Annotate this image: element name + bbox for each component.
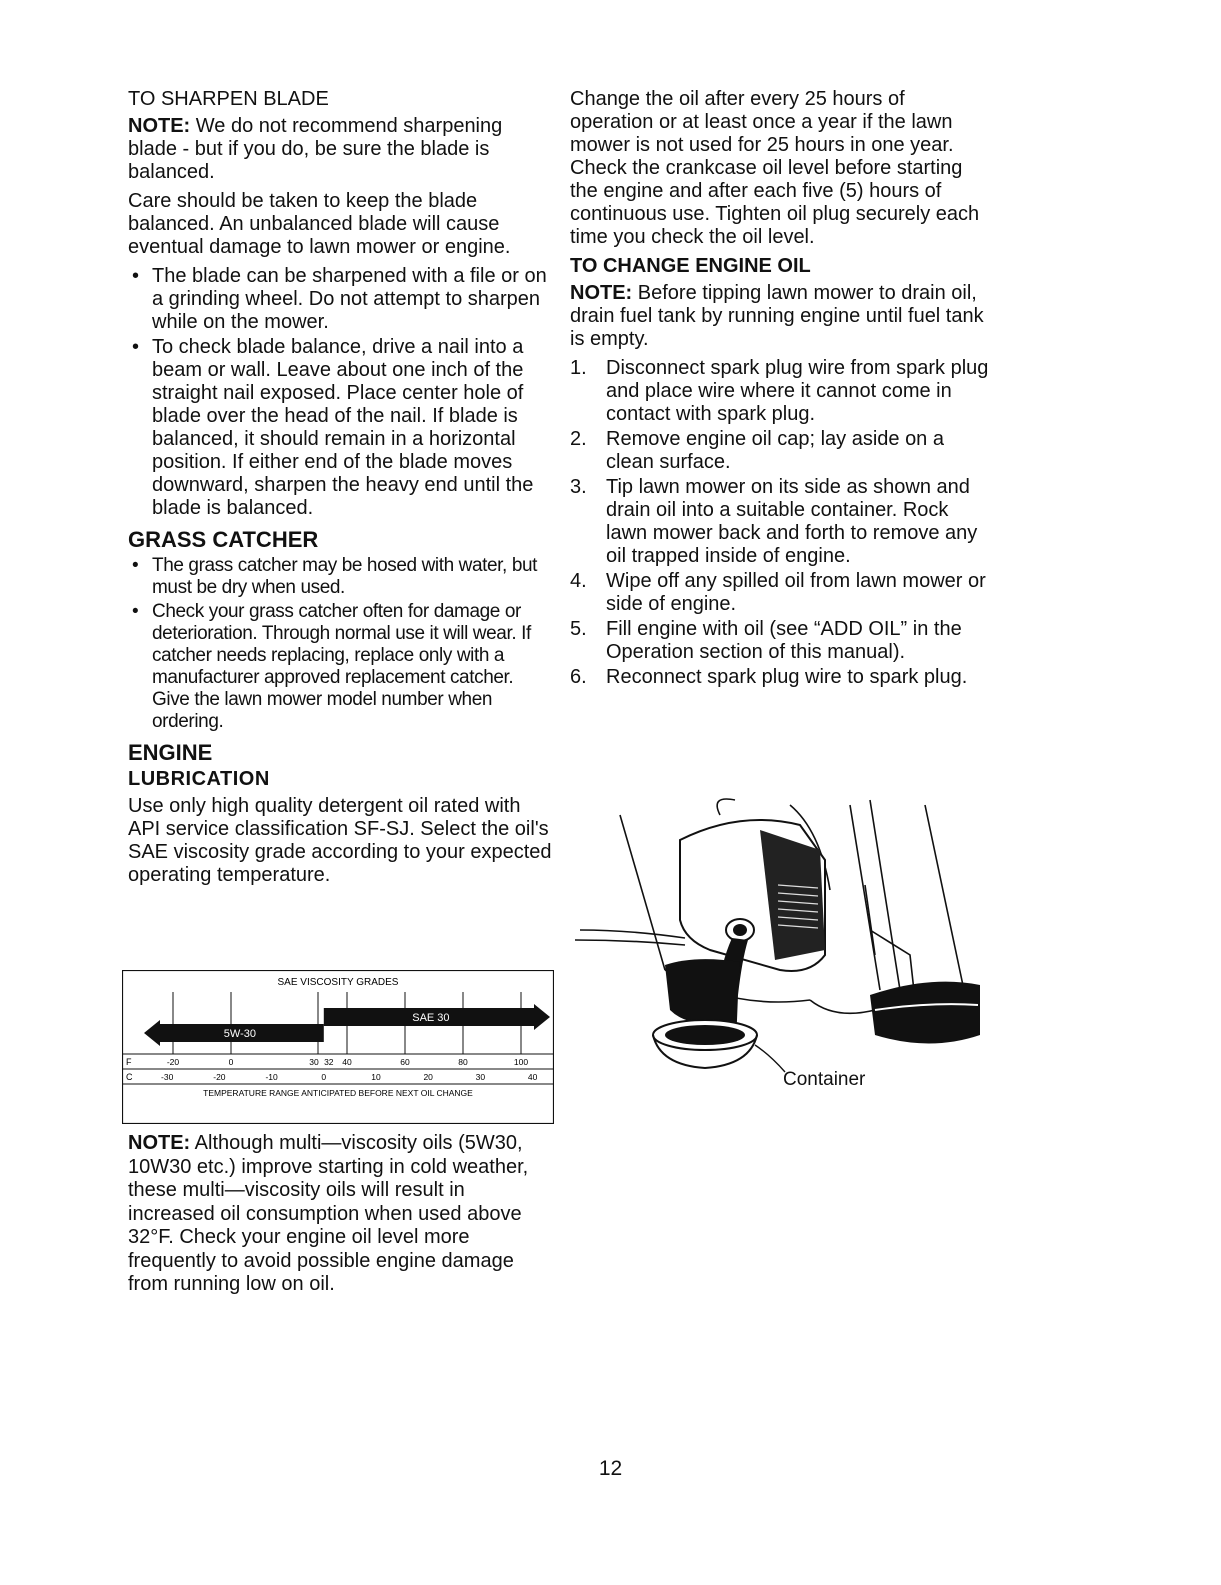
step-number: 5. — [570, 618, 587, 640]
sharpen-note — [128, 115, 553, 184]
step-number: 6. — [570, 666, 587, 688]
list-item: • To check blade balance, drive a nail into a beam or wall. Leave about one inch of the straight nail exposed. Place center hole of blade over the head of the nail. If blade is balanced, it should remain in a horizontal position. If either end of the blade moves downward, sharpen the heavy end until the blade is balanced. — [132, 336, 534, 519]
note-label: NOTE: — [128, 1132, 191, 1154]
list-item: 4. Wipe off any spilled oil from lawn mower or side of engine. — [570, 570, 986, 615]
wheel-right — [870, 982, 980, 1044]
wheel-left — [665, 959, 740, 1023]
viscosity-bar-label: SAE 30 — [412, 1012, 450, 1024]
step-number: 2. — [570, 428, 587, 450]
engine-heading: ENGINE — [128, 740, 213, 765]
celsius-tick-label: -10 — [265, 1072, 278, 1082]
celsius-tick-label: 20 — [423, 1072, 433, 1082]
bullet-icon: • — [132, 336, 140, 358]
step-number: 4. — [570, 570, 587, 592]
note-text: Before tipping lawn mower to drain oil, drain fuel tank by running engine until fuel tank is empty. — [570, 282, 984, 350]
list-item: 2. Remove engine oil cap; lay aside on a clean surface. — [570, 428, 944, 473]
change-oil-note — [570, 282, 990, 351]
fahrenheit-tick-label: 32 — [324, 1057, 334, 1067]
note-label: NOTE: — [570, 282, 633, 304]
step-number: 1. — [570, 357, 587, 379]
list-item: 5. Fill engine with oil (see “ADD OIL” in the Operation section of this manual). — [570, 618, 962, 663]
check-oil-paragraph: Check the crankcase oil level before starting the engine and after each five (5) hours of continuous use. Tighten oil plug securely each time you check the oil level. — [570, 157, 980, 248]
lubrication-heading: LUBRICATION — [128, 768, 270, 790]
bullet-icon: • — [132, 601, 139, 622]
celsius-tick-label: 10 — [371, 1072, 381, 1082]
oil-drain-illustration — [570, 790, 990, 1100]
container-leader-line — [755, 1045, 785, 1072]
list-item: • The grass catcher may be hosed with water, but must be dry when used. — [132, 555, 538, 598]
fahrenheit-tick-label: 100 — [513, 1057, 529, 1067]
fahrenheit-label: F — [126, 1057, 132, 1067]
change-oil-steps — [570, 357, 990, 689]
celsius-tick-label: 0 — [321, 1072, 327, 1082]
fahrenheit-tick-label: 30 — [309, 1057, 319, 1067]
note-label: NOTE: — [128, 115, 191, 137]
fahrenheit-tick-label: 60 — [400, 1057, 410, 1067]
list-item: 6. Reconnect spark plug wire to spark plug. — [570, 666, 968, 688]
celsius-tick-labels — [161, 1072, 538, 1082]
container-icon — [653, 1020, 757, 1068]
lubrication-paragraph: Use only high quality detergent oil rated with API service classification SF-SJ. Select the oil's SAE viscosity grade according to your expected operating temperature. — [128, 795, 552, 886]
multi-viscosity-note — [128, 1132, 548, 1297]
viscosity-chart — [122, 970, 554, 1124]
step-number: 3. — [570, 476, 587, 498]
chart-frame — [123, 971, 554, 1124]
change-oil-frequency-paragraph: Change the oil after every 25 hours of operation or at least once a year if the lawn mower is not used for 25 hours in one year. — [570, 88, 954, 156]
chart-title: SAE VISCOSITY GRADES — [277, 977, 399, 988]
x-axis-label: TEMPERATURE RANGE ANTICIPATED BEFORE NEXT OIL CHANGE — [203, 1088, 473, 1098]
fahrenheit-tick-labels — [167, 1057, 529, 1067]
change-engine-oil-heading: TO CHANGE ENGINE OIL — [570, 255, 811, 277]
left-column — [128, 88, 553, 893]
grass-catcher-bullet-list — [128, 555, 553, 733]
list-item: 3. Tip lawn mower on its side as shown and drain oil into a suitable container. Rock lawn mower back and forth to remove any oil trapped inside of engine. — [570, 476, 978, 567]
oil-tank-icon — [680, 820, 825, 971]
celsius-label: C — [126, 1072, 133, 1082]
bullet-icon: • — [132, 265, 140, 287]
celsius-tick-label: -20 — [213, 1072, 226, 1082]
note-text: Although multi—viscosity oils (5W30, 10W30 etc.) improve starting in cold weather, these multi—viscosity oils will result in increased oil consumption when used above 32°F. Check your engine oil level more frequently to avoid possible engine damage from running low on oil. — [128, 1132, 529, 1295]
page-number: 12 — [598, 1457, 623, 1480]
list-item: 1. Disconnect spark plug wire from spark plug and place wire where it cannot come in contact with spark plug. — [570, 357, 989, 425]
list-item: • Check your grass catcher often for damage or deterioration. Through normal use it will wear. If catcher needs replacing, replace only with a manufacturer approved replacement catcher. Give the lawn mower model number when ordering. — [132, 601, 531, 732]
note-text: We do not recommend sharpening blade - but if you do, be sure the blade is balanced. — [128, 115, 503, 183]
fahrenheit-tick-label: 40 — [342, 1057, 352, 1067]
fahrenheit-tick-label: 80 — [458, 1057, 468, 1067]
celsius-tick-label: 30 — [475, 1072, 486, 1082]
viscosity-bar-label: 5W-30 — [223, 1028, 257, 1040]
container-label: Container — [783, 1069, 866, 1090]
celsius-tick-label: 40 — [527, 1072, 538, 1082]
fahrenheit-tick-label: 0 — [228, 1057, 234, 1067]
right-column — [570, 88, 990, 691]
sharpen-blade-heading: TO SHARPEN BLADE — [128, 88, 329, 110]
bullet-icon: • — [132, 555, 139, 576]
grass-catcher-heading: GRASS CATCHER — [128, 527, 319, 552]
sharpen-bullet-list — [128, 265, 553, 520]
fahrenheit-tick-label: -20 — [166, 1057, 180, 1067]
care-paragraph: Care should be taken to keep the blade balanced. An unbalanced blade will cause eventual damage to lawn mower or engine. — [128, 190, 511, 258]
celsius-tick-label: -30 — [161, 1072, 174, 1082]
list-item: • The blade can be sharpened with a file or on a grinding wheel. Do not attempt to sharpen while on the mower. — [132, 265, 547, 333]
